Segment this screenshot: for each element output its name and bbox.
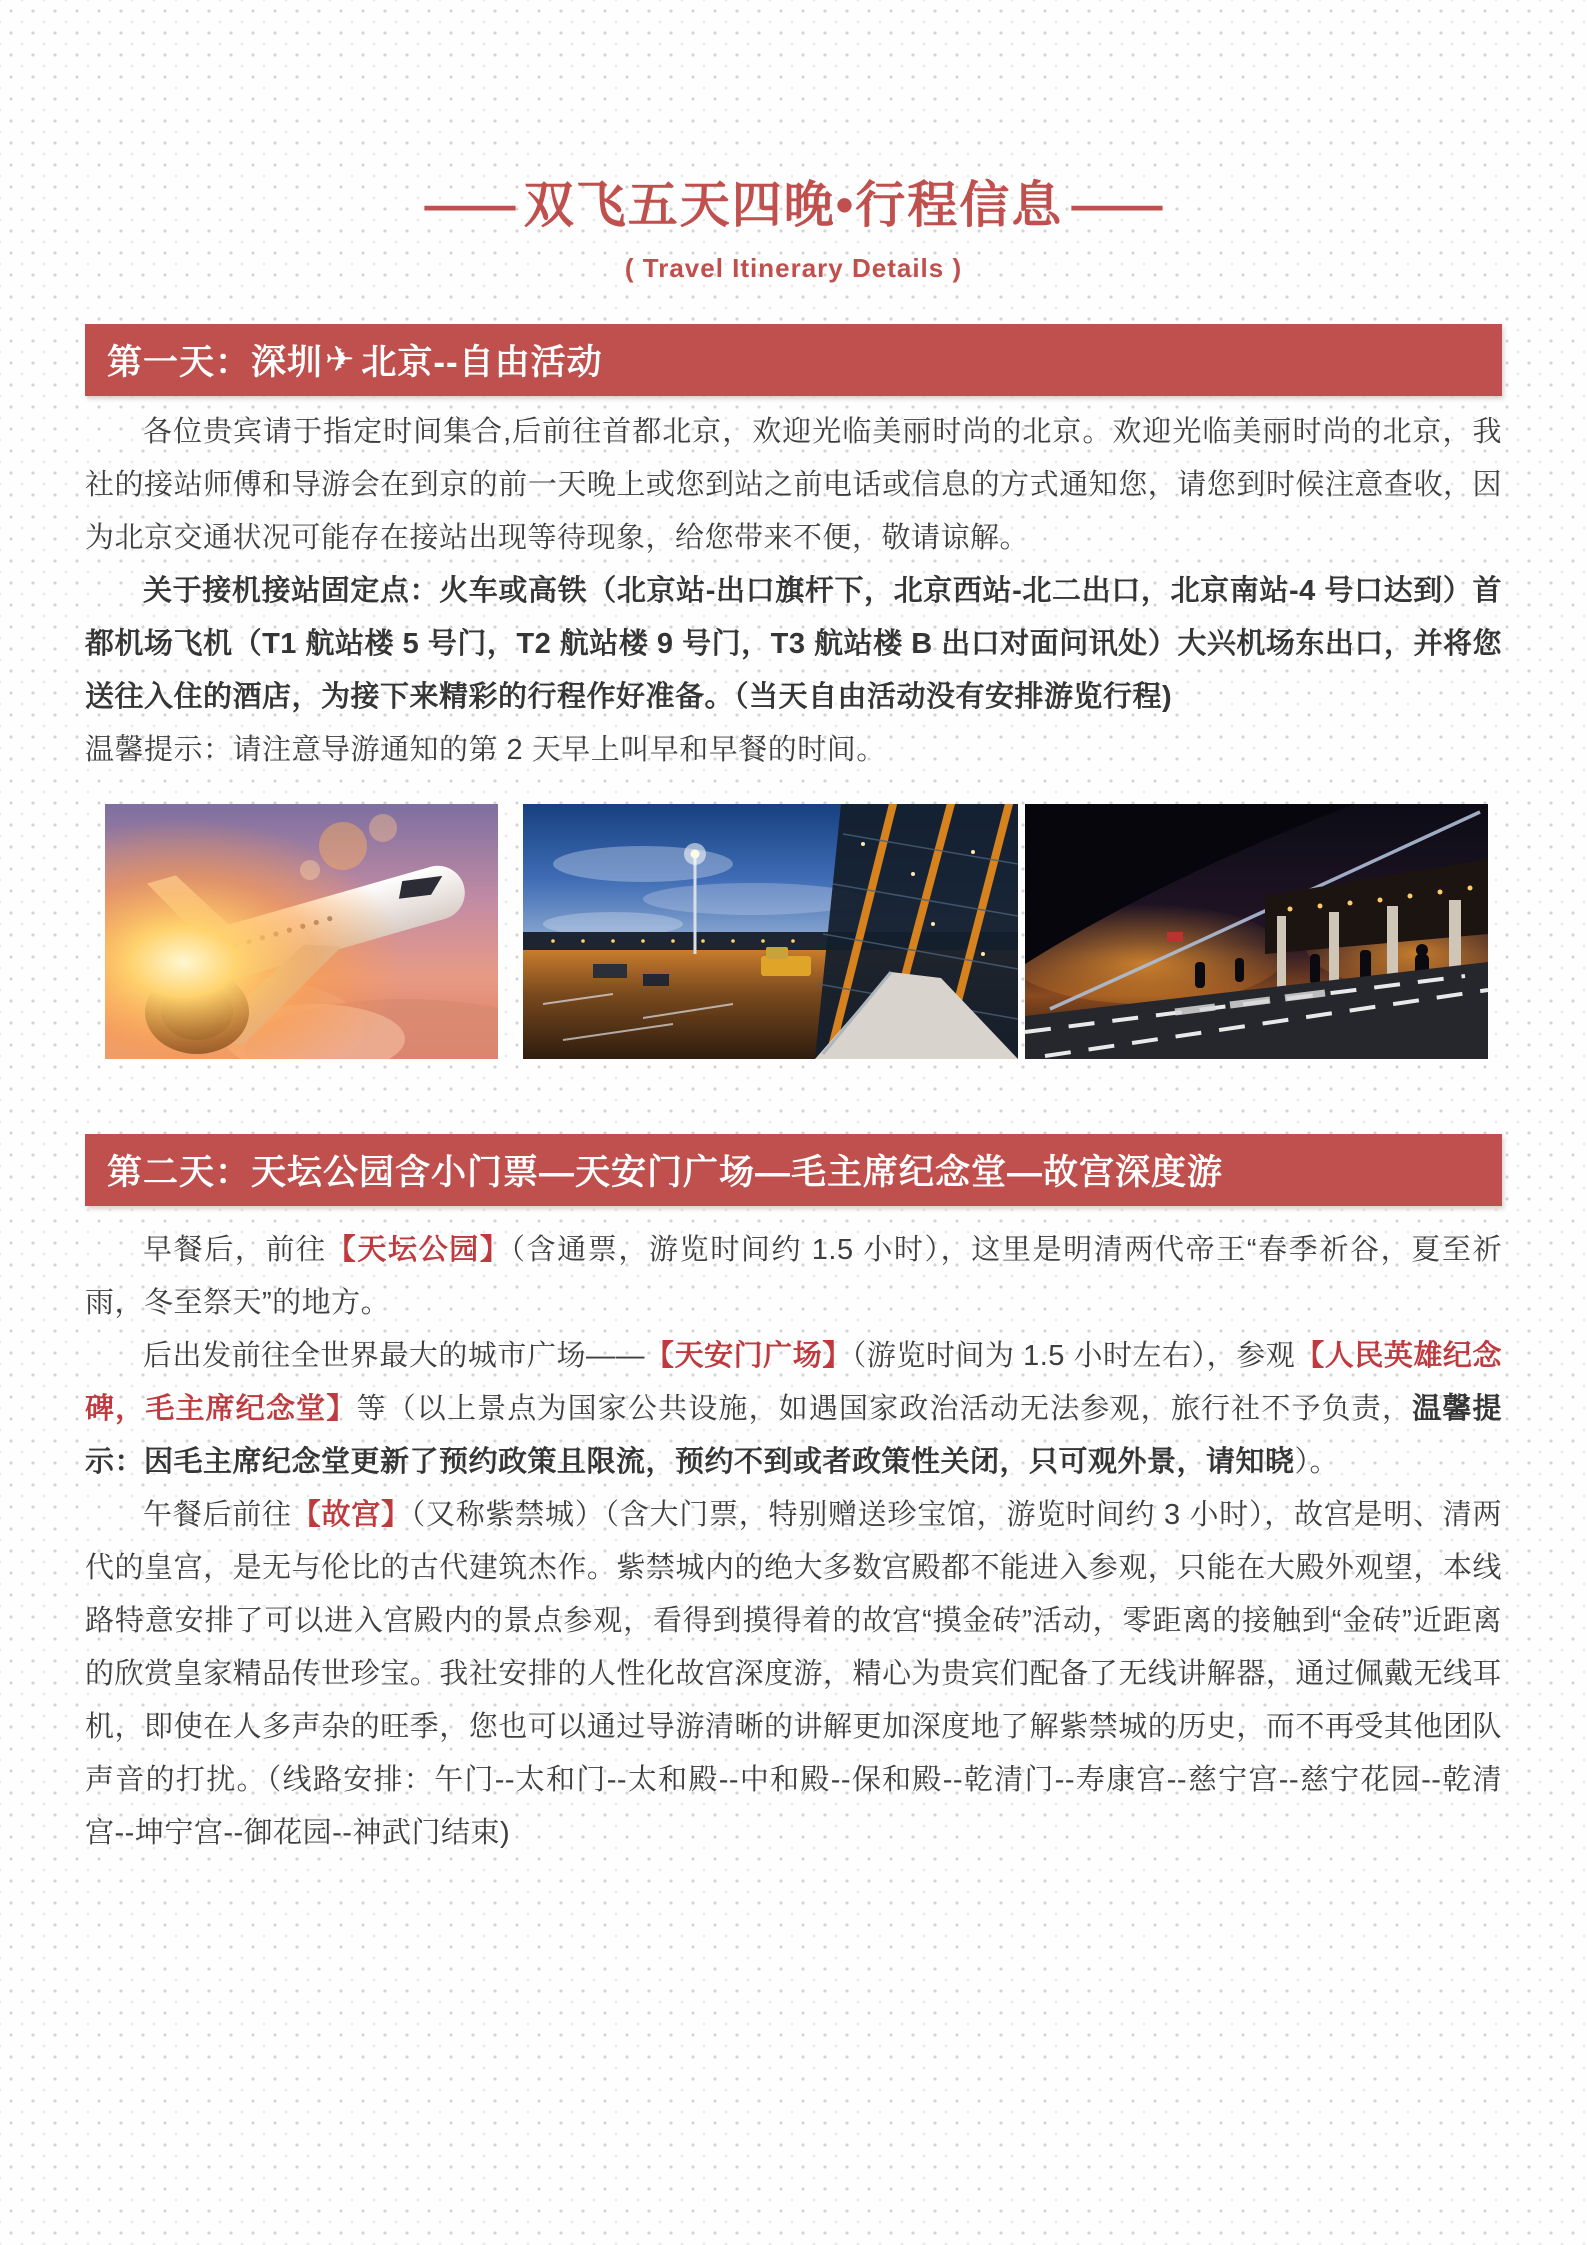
day2-para2-highlight-tiananmen: 【天安门广场】 bbox=[645, 1340, 852, 1372]
day1-paragraph-arrival: 各位贵宾请于指定时间集合,后前往首都北京，欢迎光临美丽时尚的北京。欢迎光临美丽时尚的北京，我社的接站师傅和导游会在到京的前一天晚上或您到站之前电话或信息的方式通知您，请您到时候注意查收，因为北京交通状况可能存在接站出现等待现象，给您带来不便，敬请谅解。 bbox=[85, 416, 1502, 554]
day2-section bbox=[85, 1134, 1502, 1860]
airplane-sunset-illustration bbox=[105, 804, 498, 1059]
page-title: 双飞五天四晚•行程信息 bbox=[523, 177, 1064, 233]
day2-para2-mid1: （游览时间为 1.5 小时左右），参观 bbox=[851, 1340, 1296, 1372]
day2-paragraph-tiananmen bbox=[85, 1330, 1502, 1489]
day1-banner-prefix: 第一天：深圳 bbox=[107, 343, 324, 382]
airport-curbside-night-illustration bbox=[1025, 804, 1488, 1059]
day1-banner bbox=[85, 324, 1502, 396]
title-dash-right: — bbox=[1071, 178, 1163, 232]
airport-terminal-dusk-photo bbox=[523, 804, 1018, 1059]
day2-para1-highlight-temple: 【天坛公园】 bbox=[326, 1234, 511, 1266]
day2-para2-mid2: 等（以上景点为国家公共设施，如遇国家政治活动无法参观，旅行社不予负责， bbox=[356, 1393, 1413, 1425]
airport-curbside-night-photo bbox=[1025, 804, 1488, 1059]
day2-body bbox=[85, 1224, 1502, 1860]
day2-banner-label: 第二天：天坛公园含小门票—天安门广场—毛主席纪念堂—故宫深度游 bbox=[107, 1153, 1224, 1192]
day1-section bbox=[85, 324, 1502, 1059]
day1-banner-suffix: 北京--自由活动 bbox=[361, 343, 603, 382]
day2-para1-pre: 早餐后，前往 bbox=[143, 1234, 327, 1266]
day1-paragraph-pickup-points: 关于接机接站固定点：火车或高铁（北京站-出口旗杆下，北京西站-北二出口，北京南站-4 号口达到）首都机场飞机（T1 航站楼 5 号门，T2 航站楼 9 号门，T3 航站楼 B 出口对面问讯处）大兴机场东出口，并将您送往入住的酒店，为接下来精彩的行程作好准备。（当天自由活动没有安排游览行程) bbox=[85, 575, 1502, 713]
day2-para2-highlight-memorial: 【人民英雄纪念碑，毛主席纪念堂】 bbox=[85, 1340, 1502, 1425]
airport-terminal-dusk-illustration bbox=[523, 804, 1018, 1059]
page-header bbox=[85, 0, 1502, 284]
day1-tip: 温馨提示：请注意导游通知的第 2 天早上叫早和早餐的时间。 bbox=[85, 734, 886, 766]
day2-paragraph-forbidden-city bbox=[85, 1489, 1502, 1860]
day2-paragraph-temple-of-heaven bbox=[85, 1224, 1502, 1330]
day1-photo-row bbox=[105, 804, 1488, 1059]
airplane-sunset-photo bbox=[105, 804, 498, 1059]
airplane-icon: ✈ bbox=[325, 340, 356, 379]
day2-para1-post: （含通票，游览时间约 1.5 小时），这里是明清两代帝王“春季祈谷，夏至祈雨，冬至祭天”的地方。 bbox=[85, 1234, 1502, 1319]
day1-body bbox=[85, 406, 1502, 777]
day2-para2-post: ）。 bbox=[1294, 1446, 1340, 1478]
day2-para3-pre: 午餐后前往 bbox=[143, 1499, 292, 1531]
day2-para3-post: （又称紫禁城）（含大门票，特别赠送珍宝馆，游览时间约 3 小时），故宫是明、清两代的皇宫，是无与伦比的古代建筑杰作。紫禁城内的绝大多数宫殿都不能进入参观，只能在大殿外观望，本线路特意安排了可以进入宫殿内的景点参观，看得到摸得着的故宫“摸金砖”活动，零距离的接触到“金砖”近距离的欣赏皇家精品传世珍宝。我社安排的人性化故宫深度游，精心为贵宾们配备了无线讲解器，通过佩戴无线耳机，即使在人多声杂的旺季，您也可以通过导游清晰的讲解更加深度地了解紫禁城的历史，而不再受其他团队声音的打扰。（线路安排：午门--太和门--太和殿--中和殿--保和殿--乾清门--寿康宫--慈宁宫--慈宁花园--乾清宫--坤宁宫--御花园--神武门结束) bbox=[85, 1499, 1502, 1849]
day2-para3-highlight-gugong: 【故宫】 bbox=[291, 1499, 411, 1531]
page-subtitle: ( Travel Itinerary Details ) bbox=[624, 253, 963, 283]
title-dash-left: — bbox=[424, 178, 516, 232]
day2-para2-warm-tip: 温馨提示：因毛主席纪念堂更新了预约政策且限流，预约不到或者政策性关闭，只可观外景，请知晓 bbox=[85, 1393, 1502, 1478]
title-row bbox=[85, 175, 1502, 235]
day2-banner bbox=[85, 1134, 1502, 1206]
day2-para2-pre: 后出发前往全世界最大的城市广场—— bbox=[143, 1340, 646, 1372]
